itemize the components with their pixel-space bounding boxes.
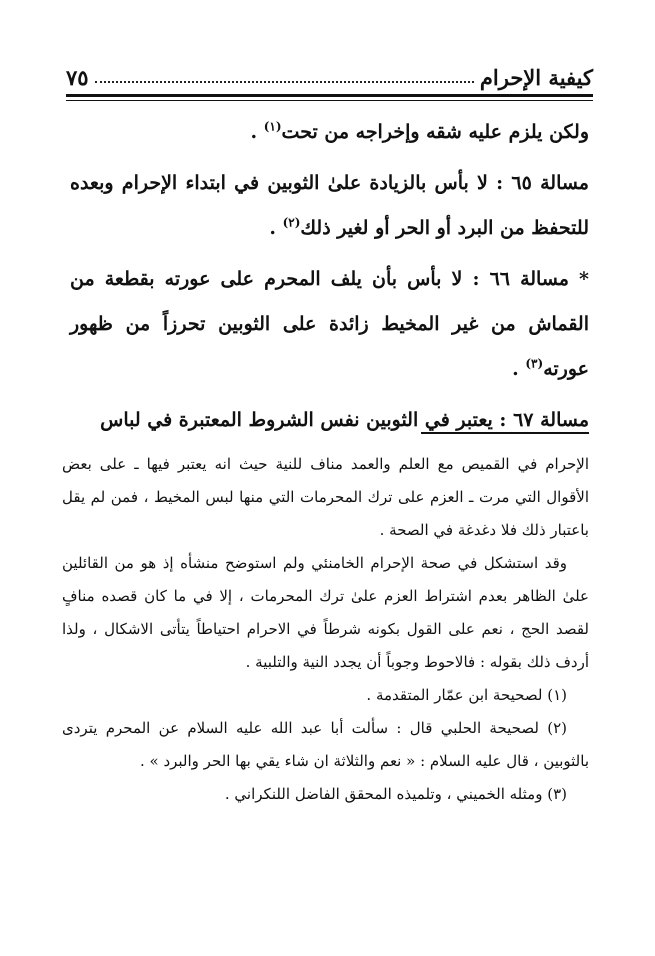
page-number: ٧٥ [66, 65, 89, 90]
footnote-continuation: الإحرام في القميص مع العلم والعمد مناف للنية حيث انه يعتبر فيها ـ على بعض الأقوال التي مرت ـ العزم على ترك المحرمات التي منها لبس المخيط ، فمن لم يقل باعتبار ذلك فلا دغدغة في الصحة . [62, 455, 589, 539]
header-rule-thick [66, 94, 593, 97]
footnote-ref-3[interactable]: (٣) [525, 356, 544, 371]
footnote-separator [421, 432, 589, 434]
footnote-1: (١) لصحيحة ابن عمّار المتقدمة . [366, 686, 567, 704]
issue-66: * مسالة ٦٦ : لا بأس بأن يلف المحرم على عورته بقطعة من القماش من غير المخيط زائدة على الثوبين تحرزاً من ظهور عورته$^{(٣)}$ . [70, 268, 589, 380]
issue-67-label: مسالة ٦٧ : [499, 409, 589, 431]
footnotes [62, 448, 589, 811]
footnote-ref-1[interactable]: (١) [263, 119, 282, 134]
issue-65-label: مسالة ٦٥ : [496, 172, 589, 194]
footnote-ref-2[interactable]: (٢) [282, 215, 301, 230]
paragraph-continuation: ولكن يلزم عليه شقه وإخراجه من تحت$^{(١)}$ . [250, 119, 589, 143]
footnote-paragraph: وقد استشكل في صحة الإحرام الخامنئي ولم استوضح منشأه إذ هو من القائلين علىٰ الظاهر بعدم اشتراط العزم علىٰ ترك المحرمات ، إلا في ما كان قصده منافٍ لقصد الحج ، نعم على القول بكونه شرطاً في الاحرام احتياطاً يتأتى الاشكال ، ولذا أردف ذلك بقوله : فالاحوط وجوباً أن يجدد النية والتلبية . [62, 554, 589, 671]
running-header [66, 58, 593, 90]
main-text [70, 110, 589, 443]
footnote-3: (٣) ومثله الخميني ، وتلميذه المحقق الفاضل اللنكراني . [224, 785, 567, 803]
footnote-2: (٢) لصحيحة الحلبي قال : سألت أبا عبد الله عليه السلام عن المحرم يتردى بالثوبين ، قال عليه السلام : « نعم والثلاثة ان شاء يقي بها الحر والبرد » . [62, 719, 589, 770]
leader-dots [95, 81, 474, 83]
issue-66-marker: * [568, 268, 589, 290]
issue-66-label: مسالة ٦٦ : [472, 268, 569, 290]
header-rule-thin [66, 100, 593, 101]
chapter-title: كيفية الإحرام [479, 65, 593, 90]
issue-65: مسالة ٦٥ : لا بأس بالزيادة علىٰ الثوبين في ابتداء الإحرام وبعده للتحفظ من البرد أو الحر أو لغير ذلك$^{(٢)}$ . [70, 172, 589, 239]
issue-67: مسالة ٦٧ : يعتبر في الثوبين نفس الشروط المعتبرة في لباس [100, 409, 589, 431]
